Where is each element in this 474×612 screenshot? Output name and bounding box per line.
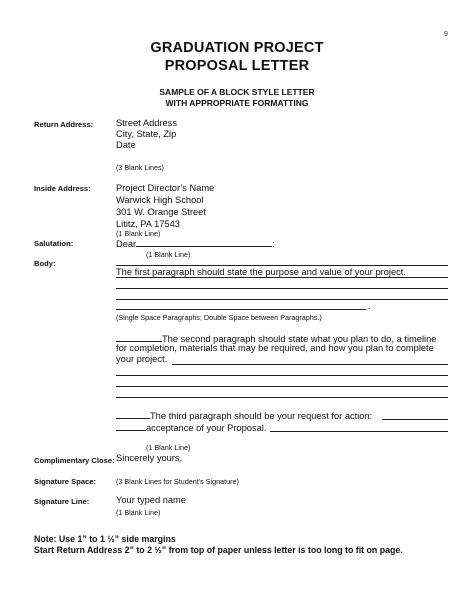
return-city: City, State, Zip [116,129,177,139]
body-paragraph-2-line-2: for completion, materials that may be required, and how you plan to complete [116,343,434,353]
note-return-address: Start Return Address 2” to 2 ½” from top of paper unless letter is too long to fit on page. [34,545,403,555]
indent-blank [116,409,150,419]
body-spacing-note: (Single Space Paragraphs; Double Space between Paragraphs.) [116,313,322,322]
subtitle-line-2: WITH APPROPRIATE FORMATTING [165,98,309,108]
complimentary-close-value: Sincerely yours, [116,453,183,463]
signature-space-label: Signature Space: [34,477,97,486]
body-paragraph-1: The first paragraph should state the purpose and value of your project. [116,267,406,277]
salutation-colon: : [272,239,275,249]
body-label: Body: [34,259,56,268]
salutation-line [116,237,275,249]
signature-space-value: (3 Blank Lines for Student’s Signature) [116,477,239,486]
body-rule [116,299,448,300]
salutation-label: Salutation: [34,239,74,248]
body-rule [116,265,448,266]
body-rule [270,431,448,432]
title-line-1: GRADUATION PROJECT [150,40,324,56]
complimentary-close-label: Complimentary Close: [34,456,115,465]
salutation-blank [136,237,272,247]
paragraph-2-text: The second paragraph should state what you plan to do, a timeline [162,334,437,344]
body-rule [116,397,448,398]
inside-address-label: Inside Address: [34,184,91,193]
indent-blank [116,421,146,431]
return-address-label: Return Address: [34,120,94,129]
salutation-dear: Dear [116,239,137,249]
body-rule [116,386,448,387]
inside-line-1: Project Director’s Name [116,183,215,193]
paragraph-3-blank-note: (1 Blank Line) [146,443,191,452]
signature-line-value: Your typed name [116,495,186,505]
body-paragraph-3-line-2 [116,421,266,433]
return-street: Street Address [116,118,177,128]
body-paragraph-2-line-3: your project. [116,354,168,364]
body-rule [382,419,448,420]
subtitle-line-1: SAMPLE OF A BLOCK STYLE LETTER [159,87,315,97]
inside-line-3: 301 W. Orange Street [116,207,206,217]
inside-blank-note: (1 Blank Line) [116,229,161,238]
body-paragraph-3-line-1 [116,409,372,421]
body-rule [172,364,448,365]
inside-line-2: Warwick High School [116,195,204,205]
paragraph-1-period: . [368,301,371,311]
body-rule [116,277,448,278]
signature-line-label: Signature Line: [34,497,90,506]
body-rule [116,309,366,310]
return-date: Date [116,140,136,150]
return-blank-note: (3 Blank Lines) [116,163,164,172]
page-number: 9 [444,31,448,38]
note-margins: Note: Use 1” to 1 ½” side margins [34,534,176,544]
body-rule [116,375,448,376]
salutation-blank-note: (1 Blank Line) [146,250,191,259]
title-line-2: PROPOSAL LETTER [164,58,310,74]
paragraph-3-text: The third paragraph should be your request for action: [150,411,373,421]
signature-blank-note: (1 Blank Line) [116,508,161,517]
paragraph-3-text: acceptance of your Proposal. [146,423,267,433]
body-rule [116,288,448,289]
indent-blank [116,332,162,342]
inside-line-4: Lititz, PA 17543 [116,219,180,229]
